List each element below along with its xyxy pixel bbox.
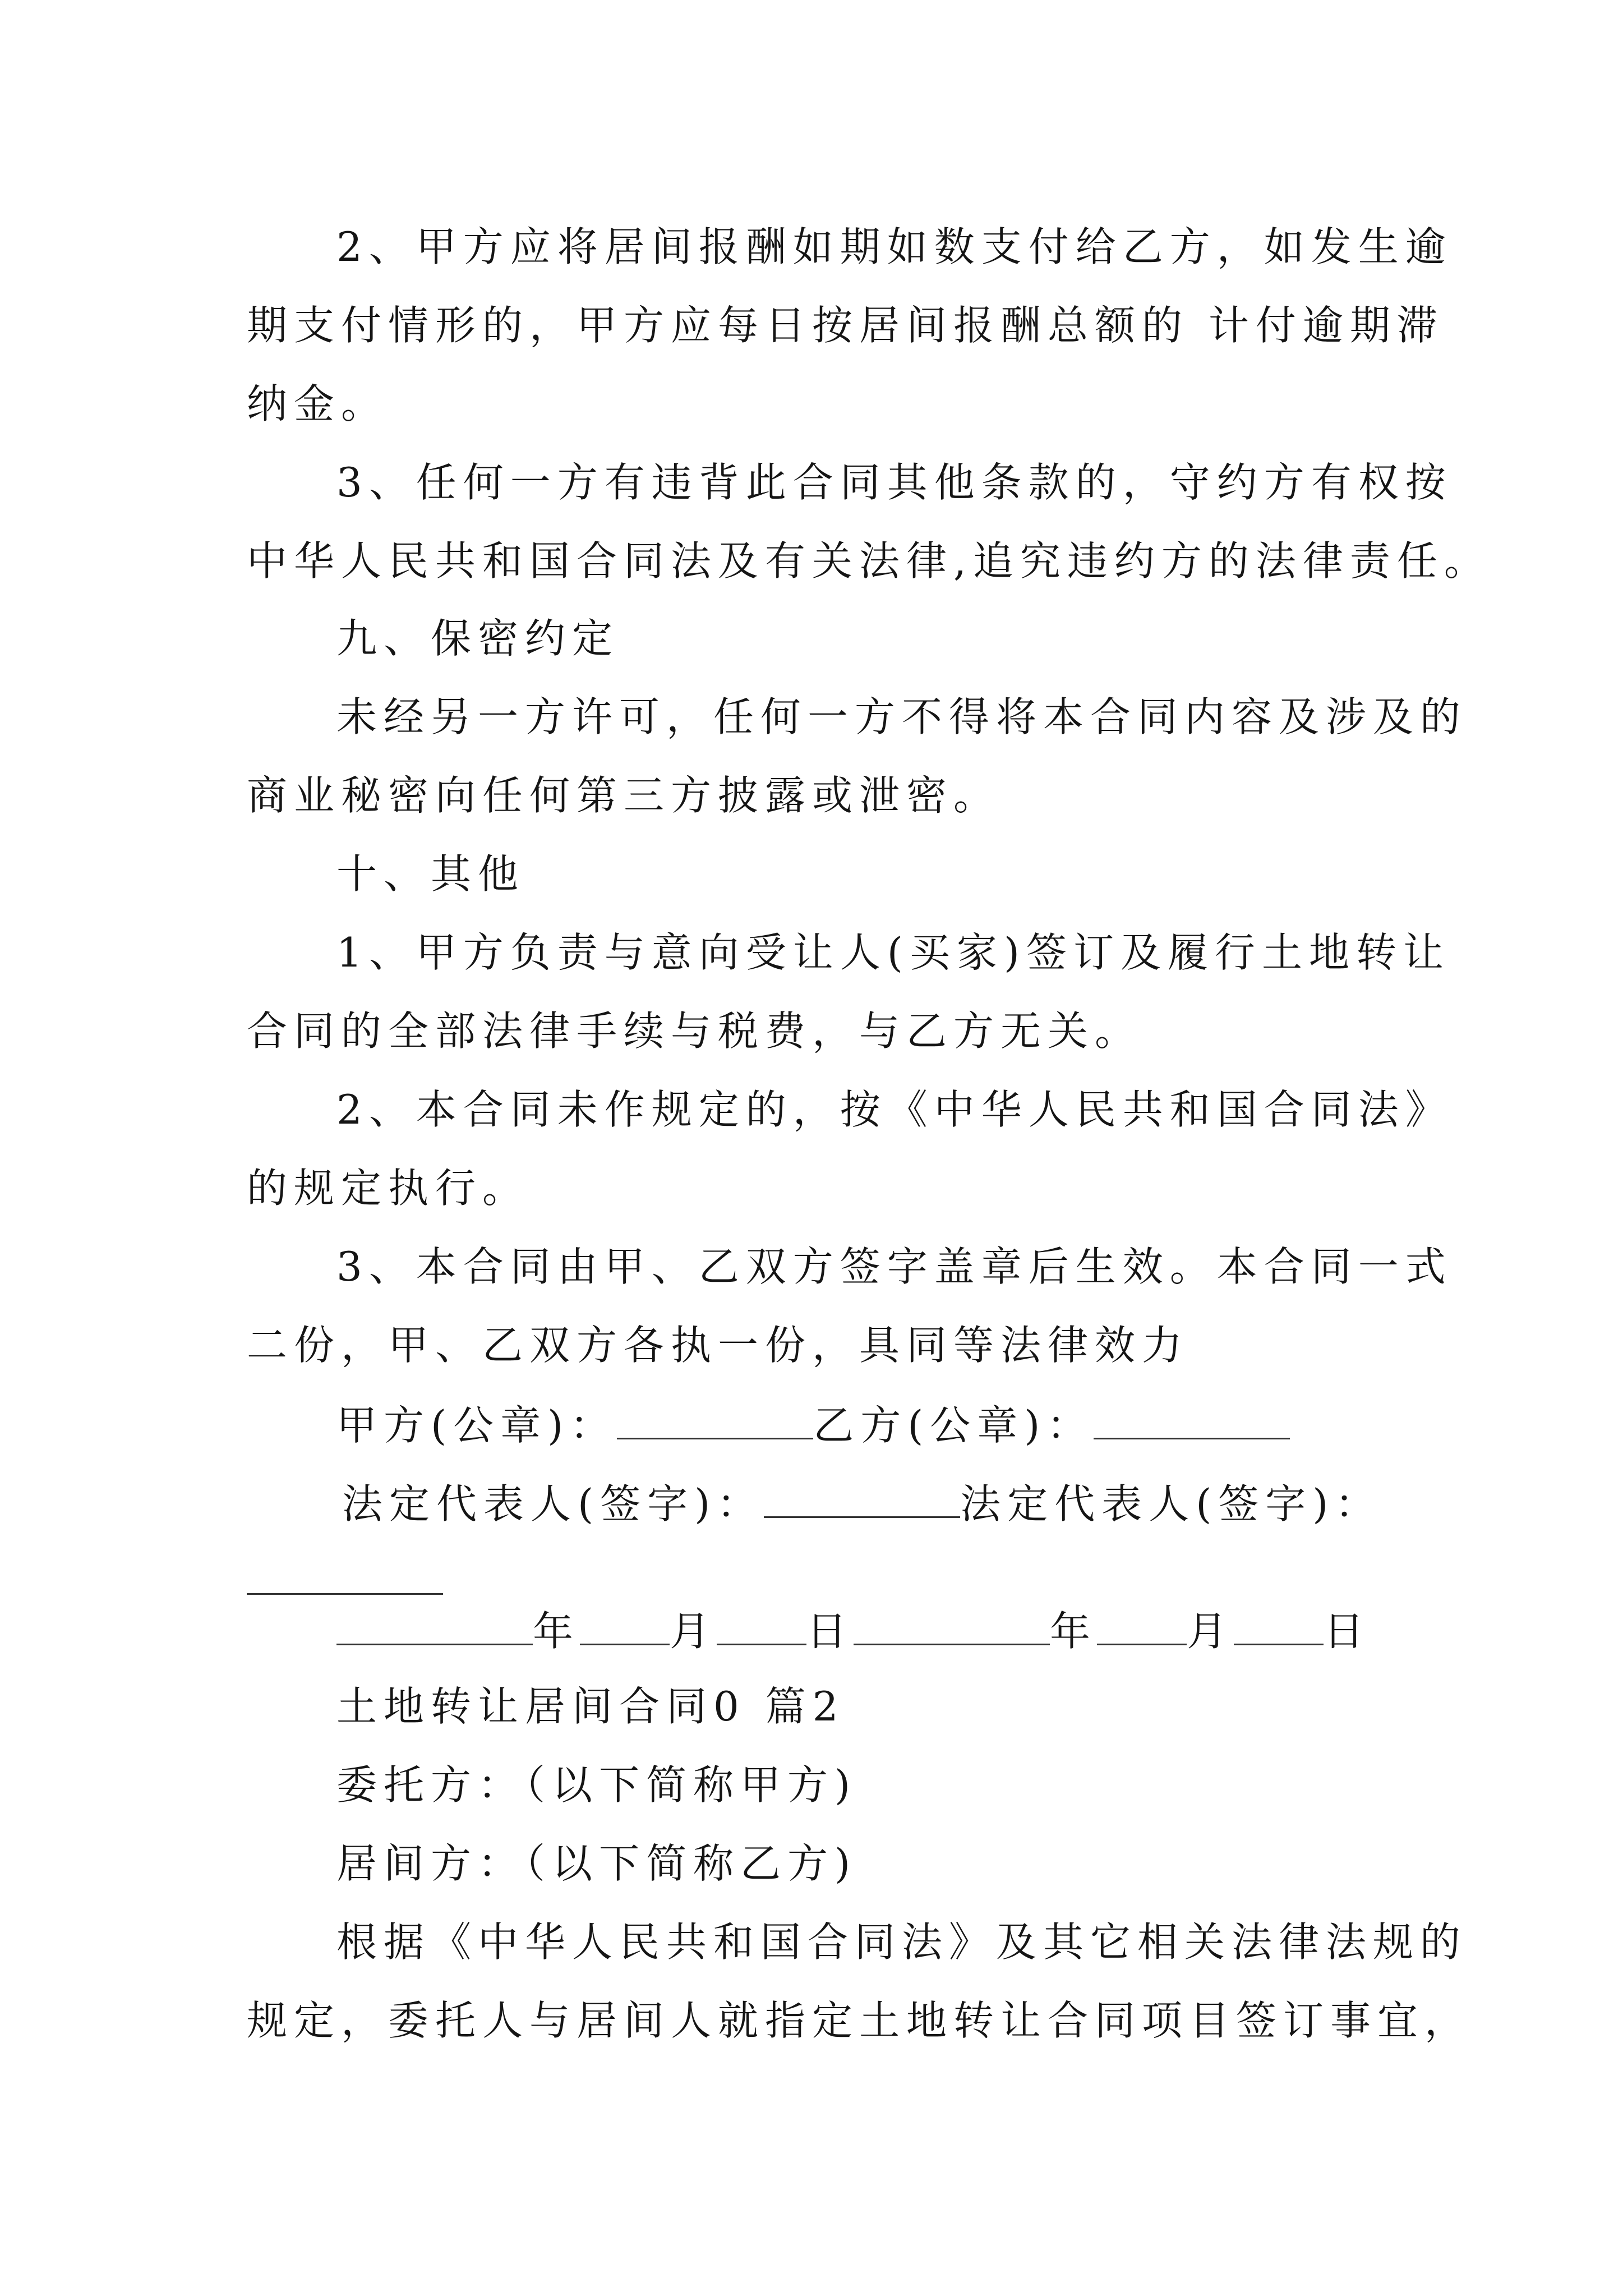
year-b-blank [854, 1604, 1050, 1645]
month-a-blank [580, 1604, 670, 1645]
paragraph-line: 中华人民共和国合同法及有关法律,追究违约方的法律责任。 [247, 537, 1491, 585]
day-label: 日 [806, 1608, 854, 1655]
paragraph-line: 规定，委托人与居间人就指定土地转让合同项目签订事宜， [247, 1997, 1472, 2044]
paragraph-line: 未经另一方许可，任何一方不得将本合同内容及涉及的 [336, 693, 1468, 740]
section-heading: 九、保密约定 [336, 615, 620, 662]
year-a-blank [336, 1604, 533, 1645]
paragraph-line: 期支付情形的，甲方应每日按居间报酬总额的 计付逾期滞 [247, 302, 1444, 349]
day-label: 日 [1324, 1608, 1371, 1655]
client-line: 委托方：（以下简称甲方) [336, 1761, 857, 1809]
paragraph-line: 1、甲方负责与意向受让人(买家)签订及履行土地转让 [336, 929, 1450, 976]
party-b-seal-label: 乙方(公章)： [813, 1402, 1094, 1449]
year-label: 年 [533, 1608, 580, 1655]
rep-b-label: 法定代表人(签字)： [960, 1480, 1382, 1527]
day-b-blank [1234, 1604, 1324, 1645]
party-b-seal-blank [1094, 1398, 1290, 1439]
rep-a-label: 法定代表人(签字)： [342, 1480, 764, 1527]
paragraph-line: 二份，甲、乙双方各执一份，具同等法律效力 [247, 1322, 1189, 1369]
section-heading: 十、其他 [336, 850, 525, 898]
paragraph-line: 商业秘密向任何第三方披露或泄密。 [247, 772, 1001, 819]
month-label: 月 [670, 1608, 717, 1655]
paragraph-line: 3、任何一方有违背此合同其他条款的，守约方有权按 [336, 459, 1453, 506]
party-a-seal-label: 甲方(公章)： [336, 1402, 617, 1449]
paragraph-line: 根据《中华人民共和国合同法》及其它相关法律法规的 [336, 1918, 1468, 1966]
paragraph-line: 2、甲方应将居间报酬如期如数支付给乙方，如发生逾 [336, 223, 1453, 270]
month-b-blank [1097, 1604, 1187, 1645]
seal-line [336, 1398, 1290, 1451]
intermediary-line: 居间方：（以下简称乙方) [336, 1840, 857, 1887]
paragraph-line: 的规定执行。 [247, 1165, 530, 1212]
representative-line [342, 1477, 1382, 1529]
rep-b-blank-line [247, 1554, 443, 1606]
party-a-seal-blank [617, 1398, 813, 1439]
rep-b-blank [247, 1554, 443, 1595]
paragraph-line: 2、本合同未作规定的，按《中华人民共和国合同法》 [336, 1086, 1453, 1133]
contract-title: 土地转让居间合同0 篇2 [336, 1683, 845, 1730]
paragraph-line: 合同的全部法律手续与税费，与乙方无关。 [247, 1007, 1142, 1055]
paragraph-line: 纳金。 [247, 380, 389, 427]
paragraph-line: 3、本合同由甲、乙双方签字盖章后生效。本合同一式 [336, 1243, 1453, 1290]
month-label: 月 [1187, 1608, 1234, 1655]
rep-a-blank [764, 1477, 960, 1518]
date-line [336, 1604, 1371, 1657]
day-a-blank [717, 1604, 806, 1645]
year-label: 年 [1050, 1608, 1098, 1655]
